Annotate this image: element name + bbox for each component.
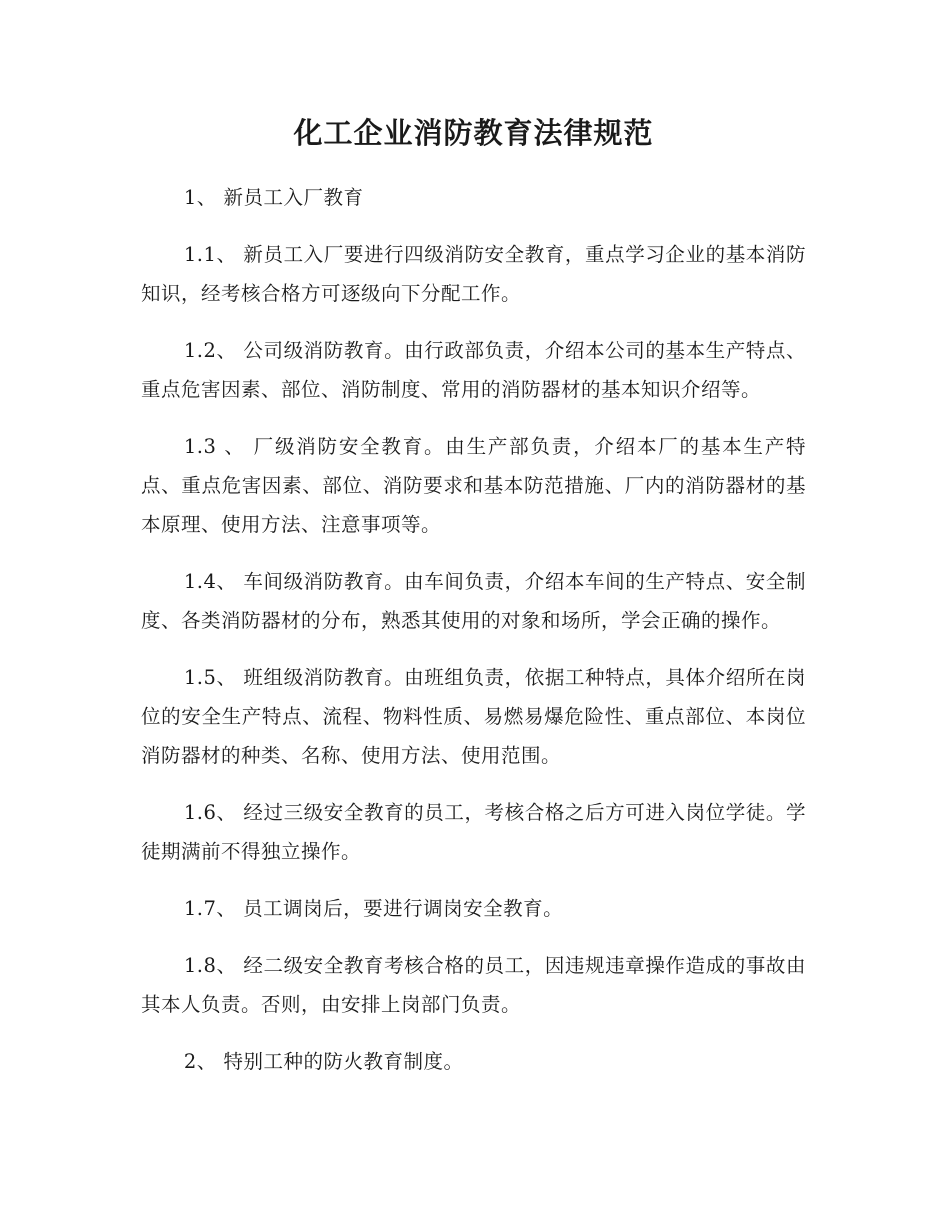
paragraph-1-1: 1.1、 新员工入厂要进行四级消防安全教育，重点学习企业的基本消防知识，经考核合格方可逐级向下分配工作。 xyxy=(141,243,806,305)
section-heading-1: 1、 新员工入厂教育 xyxy=(183,186,364,209)
paragraph-1-5: 1.5、 班组级消防教育。由班组负责，依据工种特点，具体介绍所在岗位的安全生产特点、流程、物料性质、易燃易爆危险性、重点部位、本岗位消防器材的种类、名称、使用方法、使用范围。 xyxy=(141,666,806,767)
paragraph-1-3: 1.3 、 厂级消防安全教育。由生产部负责，介绍本厂的基本生产特点、重点危害因素、部位、消防要求和基本防范措施、厂内的消防器材的基本原理、使用方法、注意事项等。 xyxy=(141,435,806,536)
section-heading-2: 2、 特别工种的防火教育制度。 xyxy=(183,1050,464,1073)
document-title: 化工企业消防教育法律规范 xyxy=(293,116,654,150)
paragraph-1-7: 1.7、 员工调岗后，要进行调岗安全教育。 xyxy=(183,897,564,920)
paragraph-1-6: 1.6、 经过三级安全教育的员工，考核合格之后方可进入岗位学徒。学徒期满前不得独立操作。 xyxy=(141,801,806,863)
paragraph-1-2: 1.2、 公司级消防教育。由行政部负责，介绍本公司的基本生产特点、重点危害因素、部位、消防制度、常用的消防器材的基本知识介绍等。 xyxy=(141,339,806,401)
document-page xyxy=(141,108,806,1099)
paragraph-1-8: 1.8、 经二级安全教育考核合格的员工，因违规违章操作造成的事故由其本人负责。否则，由安排上岗部门负责。 xyxy=(141,954,806,1016)
paragraph-1-4: 1.4、 车间级消防教育。由车间负责，介绍本车间的生产特点、安全制度、各类消防器材的分布，熟悉其使用的对象和场所，学会正确的操作。 xyxy=(141,570,806,632)
